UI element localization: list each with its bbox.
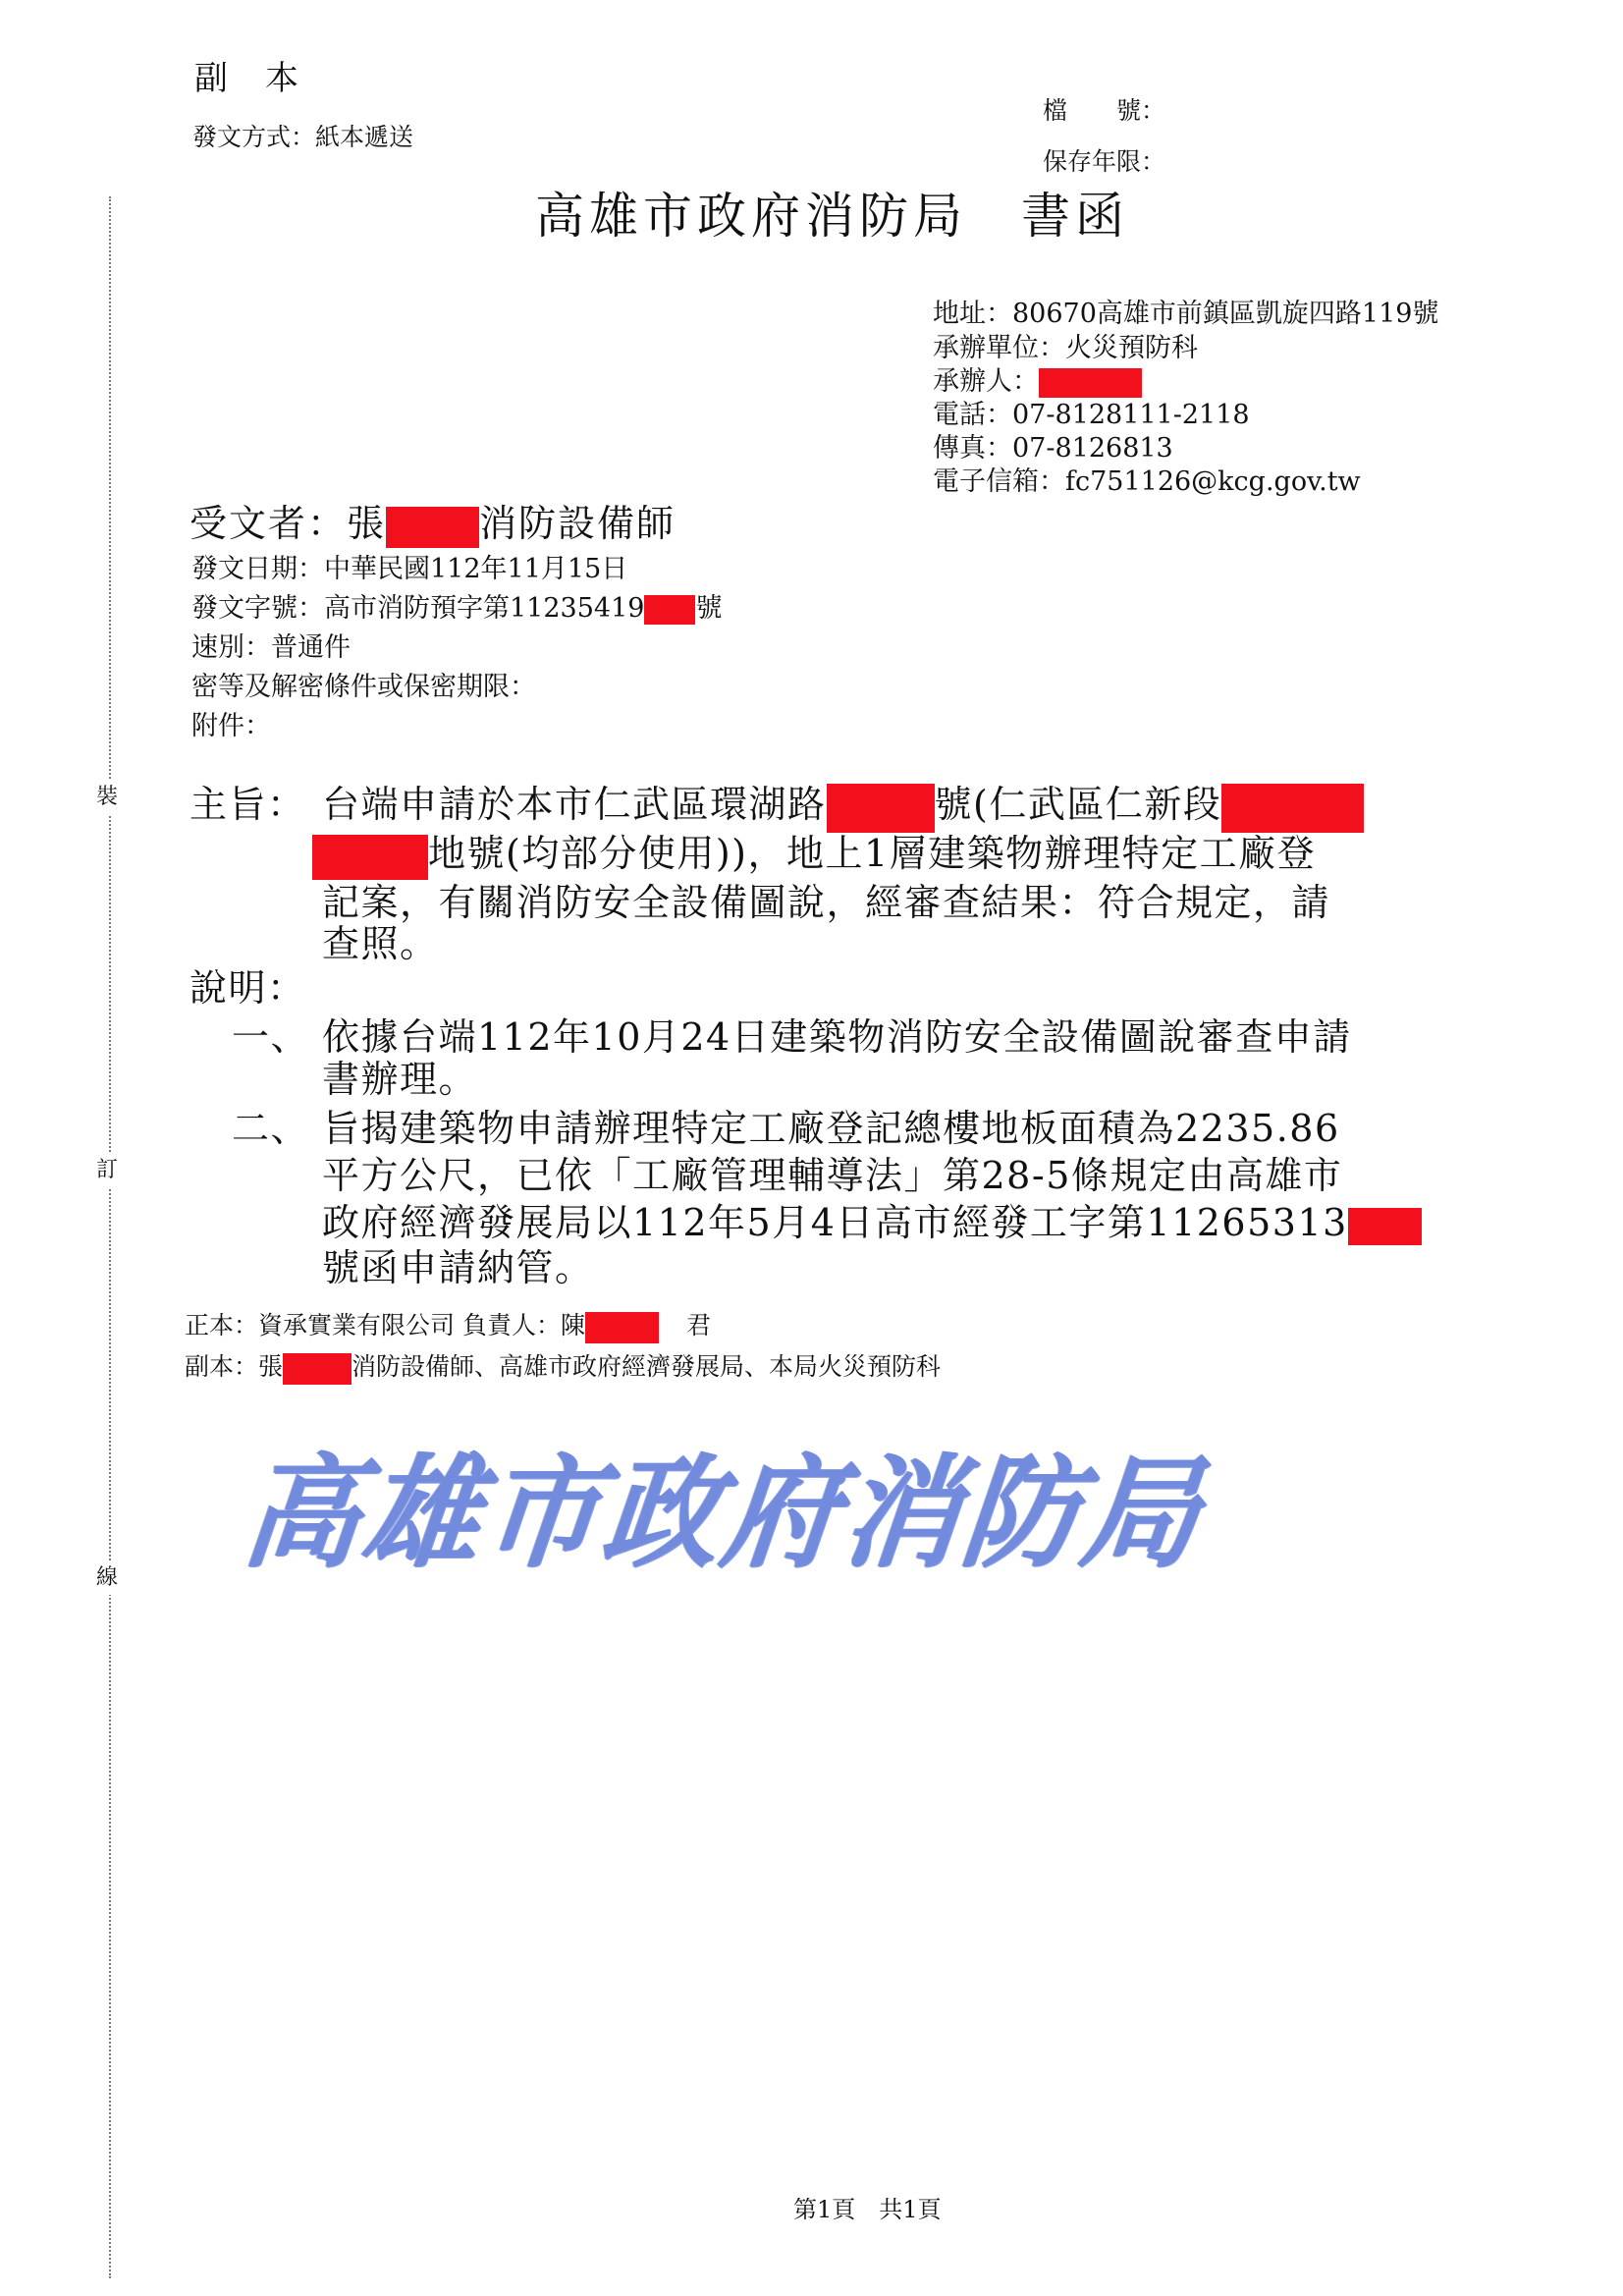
redaction-recipient-name xyxy=(386,507,479,548)
speed-class: 速別：普通件 xyxy=(191,632,351,663)
document-number-prefix: 發文字號：高市消防預字第11235419 xyxy=(191,593,645,624)
copy-recipients-text: 消防設備師、高雄市政府經濟發展局、本局火災預防科 xyxy=(352,1352,942,1381)
email: 電子信箱：fc751126@kcg.gov.tw xyxy=(933,466,1361,497)
subject-line-1b: 號(仁武區仁新段 xyxy=(934,783,1222,826)
bureau-stamp: 高雄市政府消防局 xyxy=(237,1441,1211,1584)
explanation-item-1-line-2: 書辦理。 xyxy=(322,1058,478,1101)
handler-label: 承辦人： xyxy=(933,366,1039,397)
binding-mark-xian: 線 xyxy=(94,1561,120,1595)
explanation-item-2-line-1: 旨揭建築物申請辦理特定工廠登記總樓地板面積為2235.86 xyxy=(322,1107,1340,1150)
original-recipient-text: 正本：資承實業有限公司 負責人：陳 xyxy=(185,1311,585,1339)
copy-recipients-prefix: 副本：張 xyxy=(185,1352,284,1381)
recipient-title: 消防設備師 xyxy=(479,502,676,545)
binding-dotted-line xyxy=(109,196,111,2278)
fax: 傳真：07-8126813 xyxy=(933,433,1173,464)
explanation-item-2-number: 二、 xyxy=(232,1107,310,1150)
subject-label: 主旨： xyxy=(189,783,306,826)
recipient-label: 受文者：張 xyxy=(189,502,387,545)
document-title: 高雄市政府消防局 書函 xyxy=(535,188,1129,245)
redaction-copy-name xyxy=(283,1353,352,1385)
subject-line-2 xyxy=(312,823,1316,880)
binding-mark-zhuang: 裝 xyxy=(94,781,120,814)
redaction-document-number xyxy=(644,595,695,625)
document-number-suffix: 號 xyxy=(695,593,723,624)
copy-recipients xyxy=(185,1347,941,1385)
explanation-item-2-line-4: 號函申請納管。 xyxy=(322,1246,594,1289)
copy-mark: 副 本 xyxy=(194,59,300,98)
binding-mark-ding: 訂 xyxy=(94,1154,120,1187)
original-recipient-honorific: 君 xyxy=(685,1311,711,1339)
file-number-label: 檔 號： xyxy=(1043,96,1166,125)
original-recipient xyxy=(185,1306,711,1343)
explanation-item-1-number: 一、 xyxy=(232,1015,310,1059)
subject-line-2-text: 地號(均部分使用))，地上1層建築物辦理特定工廠登 xyxy=(428,832,1317,875)
send-method: 發文方式：紙本遞送 xyxy=(192,123,414,151)
page-footer: 第1頁 共1頁 xyxy=(793,2196,942,2223)
subject-line-3: 記案，有關消防安全設備圖說，經審查結果：符合規定，請 xyxy=(322,881,1331,924)
address: 地址：80670高雄市前鎮區凱旋四路119號 xyxy=(933,299,1439,329)
handling-unit: 承辦單位：火災預防科 xyxy=(933,333,1198,363)
issue-date: 發文日期：中華民國112年11月15日 xyxy=(191,554,628,584)
attachment: 附件： xyxy=(191,711,271,741)
explanation-label: 說明： xyxy=(189,966,306,1010)
security-level: 密等及解密條件或保密期限： xyxy=(191,672,536,702)
explanation-item-2-line-3-text: 政府經濟發展局以112年5月4日高市經發工字第11265313 xyxy=(322,1201,1348,1244)
retention-label: 保存年限： xyxy=(1043,147,1166,176)
redaction-owner-name xyxy=(585,1312,659,1343)
phone: 電話：07-8128111-2118 xyxy=(933,400,1250,430)
redaction-permit-number xyxy=(1348,1208,1422,1245)
subject-line-1a: 台端申請於本市仁武區環湖路 xyxy=(322,783,827,826)
document-number xyxy=(191,586,722,625)
explanation-item-2-line-2: 平方公尺，已依「工廠管理輔導法」第28-5條規定由高雄市 xyxy=(322,1154,1343,1197)
explanation-item-1-line-1: 依據台端112年10月24日建築物消防安全設備圖說審查申請 xyxy=(322,1015,1352,1059)
subject-line-4: 查照。 xyxy=(322,922,439,965)
recipient xyxy=(189,493,676,548)
